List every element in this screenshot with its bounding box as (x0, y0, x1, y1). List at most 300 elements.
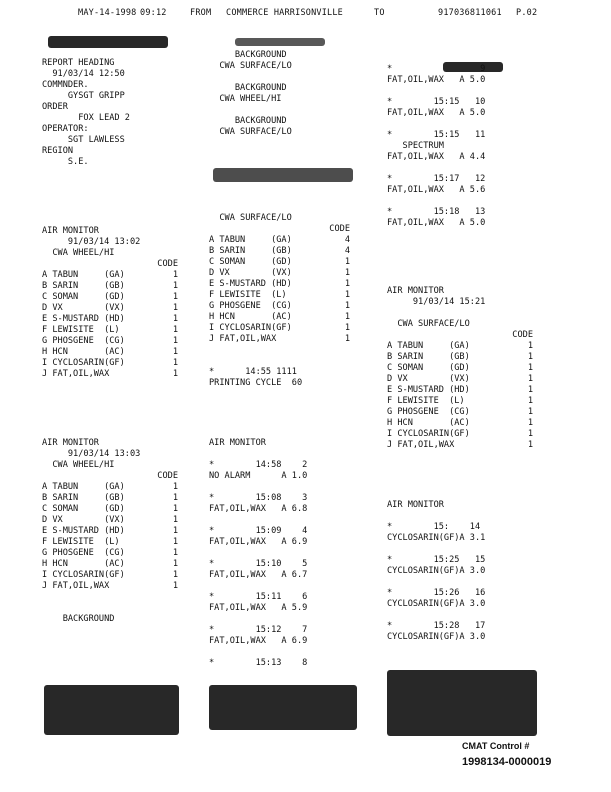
receipt-line (209, 235, 356, 246)
line-text: F LEWISITE (L) (209, 290, 287, 300)
receipt-line (42, 449, 184, 460)
receipt-line (209, 50, 356, 61)
line-text: F LEWISITE (L) (42, 537, 120, 547)
line-text: AIR MONITOR (387, 286, 444, 296)
line-text: BACKGROUND (42, 614, 115, 624)
receipt-line (387, 533, 539, 544)
receipt-line (209, 378, 356, 389)
receipt-line (42, 559, 184, 570)
surface-codes-block (209, 213, 356, 389)
receipt-line (209, 603, 356, 614)
line-text: * 15:28 17 (387, 621, 486, 631)
line-text: G PHOSGENE (CG) (42, 336, 125, 346)
line-text: FAT,OIL,WAX A 5.9 (209, 603, 308, 613)
line-code: 1 (172, 303, 178, 313)
line-text: I CYCLOSARIN(GF) (42, 570, 125, 580)
line-code: 1 (172, 325, 178, 335)
line-text: G PHOSGENE (CG) (209, 301, 292, 311)
control-footer (462, 741, 602, 768)
receipt-line (42, 438, 184, 449)
blank-line (42, 592, 184, 603)
line-text: * 15:08 3 (209, 493, 308, 503)
receipt-line (387, 75, 539, 86)
receipt-line (387, 185, 539, 196)
fax-page: P.02 (516, 8, 538, 18)
line-text: FAT,OIL,WAX A 5.0 (387, 75, 486, 85)
line-text: B SARIN (GB) (387, 352, 470, 362)
line-text: FAT,OIL,WAX A 6.9 (209, 636, 308, 646)
blank-line (387, 163, 539, 174)
receipt-line (42, 102, 184, 113)
receipt-line (387, 429, 539, 440)
line-text: REPORT HEADING (42, 58, 115, 68)
line-text: F LEWISITE (L) (387, 396, 465, 406)
receipt-line (209, 301, 356, 312)
line-text: A TABUN (GA) (42, 482, 125, 492)
line-text: H HCN (AC) (209, 312, 292, 322)
blank-line (209, 449, 356, 460)
receipt-line (209, 471, 356, 482)
receipt-line (42, 471, 184, 482)
line-code: 1 (527, 407, 533, 417)
receipt-line (42, 69, 184, 80)
blank-line (387, 196, 539, 207)
line-code: 1 (172, 482, 178, 492)
line-code: 1 (527, 352, 533, 362)
line-text: CWA SURFACE/LO (209, 61, 292, 71)
line-code: 1 (172, 559, 178, 569)
receipt-line (209, 504, 356, 515)
line-code: 1 (172, 369, 178, 379)
line-code: 1 (344, 290, 350, 300)
receipt-line (387, 64, 539, 75)
receipt-line (42, 369, 184, 380)
line-text: A TABUN (GA) (42, 270, 125, 280)
receipt-line (42, 336, 184, 347)
line-text: E S-MUSTARD (HD) (42, 314, 125, 324)
line-text: * 15:13 8 (209, 658, 308, 668)
receipt-line (387, 440, 539, 451)
receipt-line (209, 116, 356, 127)
line-code: 1 (172, 570, 178, 580)
line-text: A TABUN (GA) (387, 341, 470, 351)
line-text: H HCN (AC) (42, 347, 125, 357)
line-text: 91/03/14 13:02 (42, 237, 141, 247)
receipt-line (387, 330, 539, 341)
blank-line (387, 577, 539, 588)
fax-header (0, 8, 611, 22)
line-text: * 14:55 1111 (209, 367, 297, 377)
line-code: 1 (172, 548, 178, 558)
receipt-line (42, 80, 184, 91)
line-text: SPECTRUM (387, 141, 444, 151)
line-text: C SOMAN (GD) (42, 504, 125, 514)
line-text: * 15:18 13 (387, 207, 486, 217)
receipt-line (209, 279, 356, 290)
receipt-line (209, 625, 356, 636)
receipt-line (42, 581, 184, 592)
line-code: 1 (172, 504, 178, 514)
receipt-line (42, 135, 184, 146)
blank-line (387, 511, 539, 522)
receipt-line (387, 152, 539, 163)
line-text: C SOMAN (GD) (42, 292, 125, 302)
receipt-line (387, 286, 539, 297)
line-text: AIR MONITOR (42, 226, 99, 236)
line-text: * 15: 14 (387, 522, 481, 532)
line-text: NO ALARM A 1.0 (209, 471, 308, 481)
receipt-line (42, 614, 184, 625)
line-text: G PHOSGENE (CG) (42, 548, 125, 558)
receipt-line (387, 218, 539, 229)
receipt-line (387, 396, 539, 407)
receipt-line (42, 493, 184, 504)
receipt-line (42, 347, 184, 358)
blank-line (42, 603, 184, 614)
line-code: 1 (344, 268, 350, 278)
line-text: FAT,OIL,WAX A 5.0 (387, 108, 486, 118)
receipt-line (209, 537, 356, 548)
line-text: AIR MONITOR (387, 500, 444, 510)
line-text: SGT LAWLESS (42, 135, 125, 145)
receipt-line (42, 259, 184, 270)
line-text: E S-MUSTARD (HD) (387, 385, 470, 395)
receipt-column-3 (383, 30, 543, 738)
receipt-line (209, 570, 356, 581)
fax-time: 09:12 (140, 8, 167, 18)
line-text: S.E. (42, 157, 89, 167)
line-text: 91/03/14 15:21 (387, 297, 486, 307)
line-text: REGION (42, 146, 74, 156)
receipt-line (42, 570, 184, 581)
line-text: * 15:11 6 (209, 592, 308, 602)
line-text: * 9 (387, 64, 486, 74)
line-text: B SARIN (GB) (42, 493, 125, 503)
receipt-line (209, 213, 356, 224)
line-text: D VX (VX) (42, 303, 125, 313)
line-text: * 15:26 16 (387, 588, 486, 598)
line-text: E S-MUSTARD (HD) (42, 526, 125, 536)
line-text: 91/03/14 12:50 (42, 69, 125, 79)
line-text: CWA WHEEL/HI (42, 460, 115, 470)
receipt-line (42, 146, 184, 157)
receipt-line (42, 226, 184, 237)
line-text: D VX (VX) (42, 515, 125, 525)
receipt-line (387, 385, 539, 396)
blank-line (387, 119, 539, 130)
line-text: G PHOSGENE (CG) (387, 407, 470, 417)
receipt-line (209, 438, 356, 449)
control-label: CMAT Control # (462, 741, 530, 751)
line-text: CWA SURFACE/LO (387, 319, 470, 329)
receipt-line (387, 374, 539, 385)
line-text: CYCLOSARIN(GF)A 3.1 (387, 533, 486, 543)
scan-noise (209, 685, 357, 730)
receipt-line (209, 83, 356, 94)
line-text: AIR MONITOR (42, 438, 99, 448)
receipt-line (209, 323, 356, 334)
receipt-column-1 (38, 30, 188, 738)
receipt-line (387, 621, 539, 632)
line-text: BACKGROUND (209, 83, 287, 93)
line-code: 1 (527, 385, 533, 395)
receipt-line (209, 367, 356, 378)
receipt-line (387, 588, 539, 599)
receipt-line (42, 157, 184, 168)
line-code: 1 (172, 493, 178, 503)
line-text: * 14:58 2 (209, 460, 308, 470)
line-code: 1 (344, 312, 350, 322)
line-text: * 15:15 11 (387, 130, 486, 140)
blank-line (209, 581, 356, 592)
receipt-line (42, 548, 184, 559)
scan-noise (44, 685, 179, 735)
blank-line (387, 544, 539, 555)
receipt-line (387, 500, 539, 511)
line-text: I CYCLOSARIN(GF) (42, 358, 125, 368)
receipt-line (209, 246, 356, 257)
receipt-line (42, 515, 184, 526)
line-code: 1 (172, 292, 178, 302)
air-monitor-block-1 (42, 226, 184, 380)
line-text: CWA SURFACE/LO (209, 213, 292, 223)
line-code: 1 (172, 336, 178, 346)
receipt-line (42, 482, 184, 493)
receipt-line (387, 174, 539, 185)
receipt-line (387, 632, 539, 643)
receipt-line (209, 526, 356, 537)
line-text: BACKGROUND (209, 116, 287, 126)
line-text: ORDER (42, 102, 68, 112)
receipt-line (387, 341, 539, 352)
receipt-line (42, 248, 184, 259)
line-text: CYCLOSARIN(GF)A 3.0 (387, 632, 486, 642)
scan-noise (235, 38, 325, 46)
line-code: CODE (157, 471, 178, 481)
receipt-line (387, 207, 539, 218)
receipt-column-2 (205, 30, 360, 738)
line-text: GYSGT GRIPP (42, 91, 125, 101)
control-number: 1998134-0000019 (462, 756, 552, 768)
air-monitor-block-4 (387, 500, 539, 643)
line-text: PRINTING CYCLE 60 (209, 378, 303, 388)
receipt-line (42, 281, 184, 292)
line-text: * 15:09 4 (209, 526, 308, 536)
receipt-line (42, 460, 184, 471)
line-text: CWA SURFACE/LO (209, 127, 292, 137)
receipt-line (209, 61, 356, 72)
receipt-line (387, 319, 539, 330)
line-code: CODE (512, 330, 533, 340)
line-text: J FAT,OIL,WAX (42, 581, 110, 591)
line-text: C SOMAN (GD) (209, 257, 292, 267)
scan-noise (213, 168, 353, 182)
receipt-line (209, 460, 356, 471)
receipt-line (387, 407, 539, 418)
line-text: I CYCLOSARIN(GF) (209, 323, 292, 333)
scan-noise (387, 670, 537, 736)
line-text: FAT,OIL,WAX A 5.0 (387, 218, 486, 228)
line-text: D VX (VX) (209, 268, 292, 278)
line-text: A TABUN (GA) (209, 235, 292, 245)
receipt-line (209, 559, 356, 570)
line-code: 1 (172, 537, 178, 547)
line-text: H HCN (AC) (42, 559, 125, 569)
blank-line (209, 614, 356, 625)
blank-line (387, 610, 539, 621)
receipt-line (42, 526, 184, 537)
line-code: 1 (172, 314, 178, 324)
line-code: 1 (172, 515, 178, 525)
line-text: J FAT,OIL,WAX (209, 334, 277, 344)
receipt-line (387, 130, 539, 141)
blank-line (209, 356, 356, 367)
line-code: 1 (527, 418, 533, 428)
line-code: 1 (172, 281, 178, 291)
receipt-line (209, 127, 356, 138)
line-text: CWA WHEEL/HI (42, 248, 115, 258)
blank-line (209, 72, 356, 83)
line-code: 1 (172, 581, 178, 591)
line-text: C SOMAN (GD) (387, 363, 470, 373)
receipt-line (209, 493, 356, 504)
blank-line (209, 345, 356, 356)
receipt-line (209, 290, 356, 301)
receipt-line (209, 592, 356, 603)
receipt-line (387, 418, 539, 429)
fax-date: MAY-14-1998 (78, 8, 137, 18)
receipt-line (209, 334, 356, 345)
receipt-line (387, 297, 539, 308)
receipt-line (42, 303, 184, 314)
fax-to-label: TO (374, 8, 385, 18)
line-text: F LEWISITE (L) (42, 325, 120, 335)
line-text: FAT,OIL,WAX A 6.9 (209, 537, 308, 547)
line-code: 4 (344, 246, 350, 256)
line-text: * 15:12 7 (209, 625, 308, 635)
receipt-line (42, 292, 184, 303)
line-code: 1 (527, 363, 533, 373)
line-code: 4 (344, 235, 350, 245)
receipt-line (209, 224, 356, 235)
events-block (387, 64, 539, 229)
line-text: CYCLOSARIN(GF)A 3.0 (387, 599, 486, 609)
line-code: 1 (172, 270, 178, 280)
blank-line (387, 86, 539, 97)
receipt-line (42, 325, 184, 336)
line-text: FAT,OIL,WAX A 5.6 (387, 185, 486, 195)
line-text: B SARIN (GB) (209, 246, 292, 256)
receipt-line (209, 257, 356, 268)
air-monitor-block-2 (42, 438, 184, 625)
line-code: 1 (344, 301, 350, 311)
blank-line (209, 105, 356, 116)
receipt-line (387, 108, 539, 119)
report-heading-block (42, 58, 184, 168)
line-code: 1 (527, 374, 533, 384)
line-text: COMMNDER. (42, 80, 89, 90)
fax-from-label: FROM (190, 8, 212, 18)
line-text: J FAT,OIL,WAX (42, 369, 110, 379)
line-text: OPERATOR: (42, 124, 89, 134)
receipt-line (42, 124, 184, 135)
receipt-line (209, 636, 356, 647)
line-text: * 15:15 10 (387, 97, 486, 107)
line-text: D VX (VX) (387, 374, 470, 384)
receipt-line (387, 566, 539, 577)
receipt-line (387, 141, 539, 152)
line-text: * 15:25 15 (387, 555, 486, 565)
air-monitor-events-block (209, 438, 356, 669)
blank-line (209, 482, 356, 493)
receipt-line (387, 363, 539, 374)
line-text: H HCN (AC) (387, 418, 470, 428)
line-code: 1 (527, 341, 533, 351)
blank-line (209, 647, 356, 658)
air-monitor-block-3 (387, 286, 539, 451)
line-text: CWA WHEEL/HI (209, 94, 282, 104)
line-text: CYCLOSARIN(GF)A 3.0 (387, 566, 486, 576)
line-code: 1 (172, 358, 178, 368)
line-text: AIR MONITOR (209, 438, 266, 448)
scan-noise (48, 36, 168, 48)
receipt-line (387, 97, 539, 108)
receipt-line (387, 599, 539, 610)
receipt-line (42, 504, 184, 515)
receipt-line (387, 522, 539, 533)
receipt-line (209, 658, 356, 669)
line-code: CODE (329, 224, 350, 234)
fax-to: 917036811061 (438, 8, 502, 18)
receipt-line (209, 268, 356, 279)
line-code: 1 (344, 257, 350, 267)
receipt-line (387, 352, 539, 363)
line-code: 1 (527, 429, 533, 439)
receipt-line (42, 237, 184, 248)
receipt-line (42, 113, 184, 124)
line-code: 1 (172, 347, 178, 357)
line-text: BACKGROUND (209, 50, 287, 60)
line-code: 1 (344, 323, 350, 333)
blank-line (387, 308, 539, 319)
background-block (209, 50, 356, 138)
line-text: E S-MUSTARD (HD) (209, 279, 292, 289)
line-text: * 15:17 12 (387, 174, 486, 184)
line-code: 1 (344, 279, 350, 289)
receipt-line (42, 314, 184, 325)
line-text: FAT,OIL,WAX A 4.4 (387, 152, 486, 162)
line-text: I CYCLOSARIN(GF) (387, 429, 470, 439)
receipt-line (42, 91, 184, 102)
blank-line (209, 515, 356, 526)
line-text: J FAT,OIL,WAX (387, 440, 455, 450)
line-code: 1 (172, 526, 178, 536)
line-code: 1 (527, 396, 533, 406)
line-text: FAT,OIL,WAX A 6.7 (209, 570, 308, 580)
line-text: * 15:10 5 (209, 559, 308, 569)
line-code: CODE (157, 259, 178, 269)
receipt-line (42, 537, 184, 548)
blank-line (209, 548, 356, 559)
receipt-line (42, 58, 184, 69)
line-text: FOX LEAD 2 (42, 113, 130, 123)
receipt-line (209, 312, 356, 323)
line-text: 91/03/14 13:03 (42, 449, 141, 459)
receipt-line (42, 270, 184, 281)
line-code: 1 (527, 440, 533, 450)
line-text: FAT,OIL,WAX A 6.8 (209, 504, 308, 514)
fax-from: COMMERCE HARRISONVILLE (226, 8, 343, 18)
